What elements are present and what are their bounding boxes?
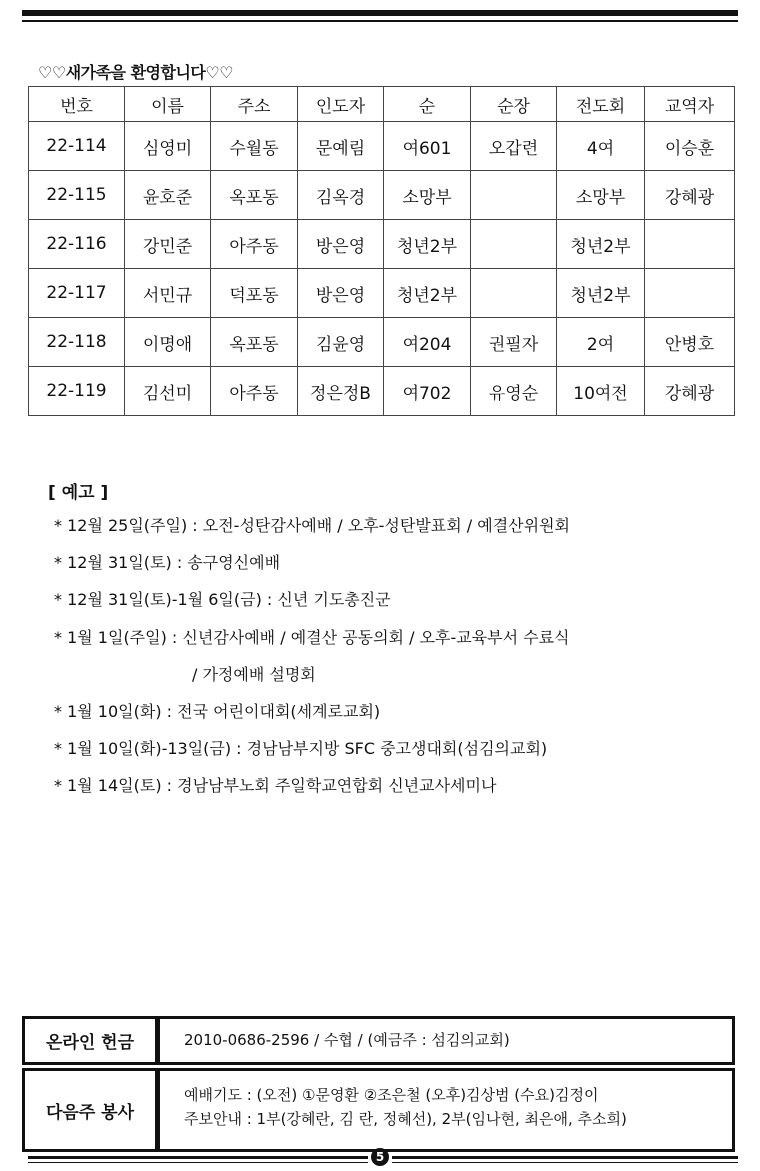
cell-number: 22-119 [29, 367, 125, 416]
cell-name: 김선미 [125, 367, 211, 416]
cell-group: 청년2부 [384, 269, 471, 318]
next-week-service-content [157, 1068, 735, 1152]
cell-mission-society: 2여 [557, 318, 645, 367]
cell-guide: 정은정B [298, 367, 384, 416]
notice-item: * 12월 25일(주일) : 오전-성탄감사예배 / 오후-성탄발표회 / 예결산위원회 [54, 516, 571, 535]
cell-guide: 김옥경 [298, 171, 384, 220]
cell-group: 여601 [384, 122, 471, 171]
cell-number: 22-114 [29, 122, 125, 171]
footer-rule-right-thin [392, 1162, 738, 1163]
cell-minister: 이승훈 [645, 122, 735, 171]
cell-mission-society: 4여 [557, 122, 645, 171]
header-mission-society: 전도회 [557, 87, 645, 122]
notices-title: [ 예고 ] [48, 483, 109, 503]
cell-name: 윤호준 [125, 171, 211, 220]
cell-group-leader: 유영순 [471, 367, 557, 416]
cell-address: 수월동 [211, 122, 298, 171]
top-rule-thin [22, 20, 738, 22]
cell-group: 청년2부 [384, 220, 471, 269]
cell-name: 서민규 [125, 269, 211, 318]
cell-minister: 강혜광 [645, 367, 735, 416]
cell-group-leader: 오갑련 [471, 122, 557, 171]
cell-mission-society: 청년2부 [557, 269, 645, 318]
service-prayer-line: 예배기도 : (오전) ①문영환 ②조은철 (오후)김상범 (수요)김정이 [184, 1086, 599, 1104]
online-giving-label: 온라인 헌금 [22, 1016, 158, 1065]
cell-mission-society: 소망부 [557, 171, 645, 220]
cell-group: 여204 [384, 318, 471, 367]
cell-mission-society: 10여전 [557, 367, 645, 416]
notice-item: * 12월 31일(토) : 송구영신예배 [54, 553, 281, 573]
header-guide: 인도자 [298, 87, 384, 122]
cell-minister: 안병호 [645, 318, 735, 367]
cell-address: 옥포동 [211, 171, 298, 220]
header-minister: 교역자 [645, 87, 735, 122]
footer-rule-left [28, 1156, 368, 1159]
notice-item: * 1월 10일(화)-13일(금) : 경남남부지방 SFC 중고생대회(섬김의교회) [54, 739, 548, 759]
cell-group: 소망부 [384, 171, 471, 220]
welcome-title: ♡♡새가족을 환영합니다♡♡ [38, 63, 234, 82]
cell-minister: 강혜광 [645, 171, 735, 220]
new-members-table [28, 86, 735, 416]
cell-number: 22-118 [29, 318, 125, 367]
footer-rule-right [392, 1156, 738, 1159]
cell-group-leader [471, 171, 557, 220]
notice-item: * 12월 31일(토)-1월 6일(금) : 신년 기도총진군 [54, 590, 391, 610]
cell-name: 강민준 [125, 220, 211, 269]
next-week-service-label: 다음주 봉사 [22, 1068, 158, 1152]
table-row [29, 269, 735, 318]
header-address: 주소 [211, 87, 298, 122]
online-giving-content: 2010-0686-2596 / 수협 / (예금주 : 섬김의교회) [157, 1016, 735, 1065]
cell-guide: 김윤영 [298, 318, 384, 367]
cell-address: 옥포동 [211, 318, 298, 367]
header-name: 이름 [125, 87, 211, 122]
cell-group-leader: 권필자 [471, 318, 557, 367]
cell-guide: 문예림 [298, 122, 384, 171]
cell-group-leader [471, 269, 557, 318]
top-rule-thick [22, 10, 738, 16]
cell-number: 22-115 [29, 171, 125, 220]
cell-mission-society: 청년2부 [557, 220, 645, 269]
table-row [29, 220, 735, 269]
cell-minister [645, 269, 735, 318]
cell-number: 22-117 [29, 269, 125, 318]
cell-name: 심영미 [125, 122, 211, 171]
notice-item: * 1월 10일(화) : 전국 어린이대회(세계로교회) [54, 701, 381, 721]
table-header-row [29, 87, 735, 122]
cell-address: 아주동 [211, 220, 298, 269]
cell-address: 덕포동 [211, 269, 298, 318]
cell-number: 22-116 [29, 220, 125, 269]
table-row [29, 171, 735, 220]
table-row [29, 318, 735, 367]
service-bulletin-line: 주보안내 : 1부(강혜란, 김 란, 정혜선), 2부(임나현, 최은애, 추소희) [184, 1110, 627, 1128]
notice-item-continuation: / 가정예배 설명회 [192, 664, 316, 684]
cell-group: 여702 [384, 367, 471, 416]
notices-list [54, 512, 570, 810]
cell-minister [645, 220, 735, 269]
cell-guide: 방은영 [298, 269, 384, 318]
cell-name: 이명애 [125, 318, 211, 367]
cell-group-leader [471, 220, 557, 269]
header-group: 순 [384, 87, 471, 122]
header-number: 번호 [29, 87, 125, 122]
notice-item: * 1월 1일(주일) : 신년감사예배 / 예결산 공동의회 / 오후-교육부서 수료식 [54, 627, 570, 647]
notice-item: * 1월 14일(토) : 경남남부노회 주일학교연합회 신년교사세미나 [54, 776, 497, 796]
table-row [29, 122, 735, 171]
cell-guide: 방은영 [298, 220, 384, 269]
footer-rule-left-thin [28, 1162, 368, 1163]
table-row [29, 367, 735, 416]
cell-address: 아주동 [211, 367, 298, 416]
page-number-badge: 5 [371, 1148, 389, 1166]
header-group-leader: 순장 [471, 87, 557, 122]
